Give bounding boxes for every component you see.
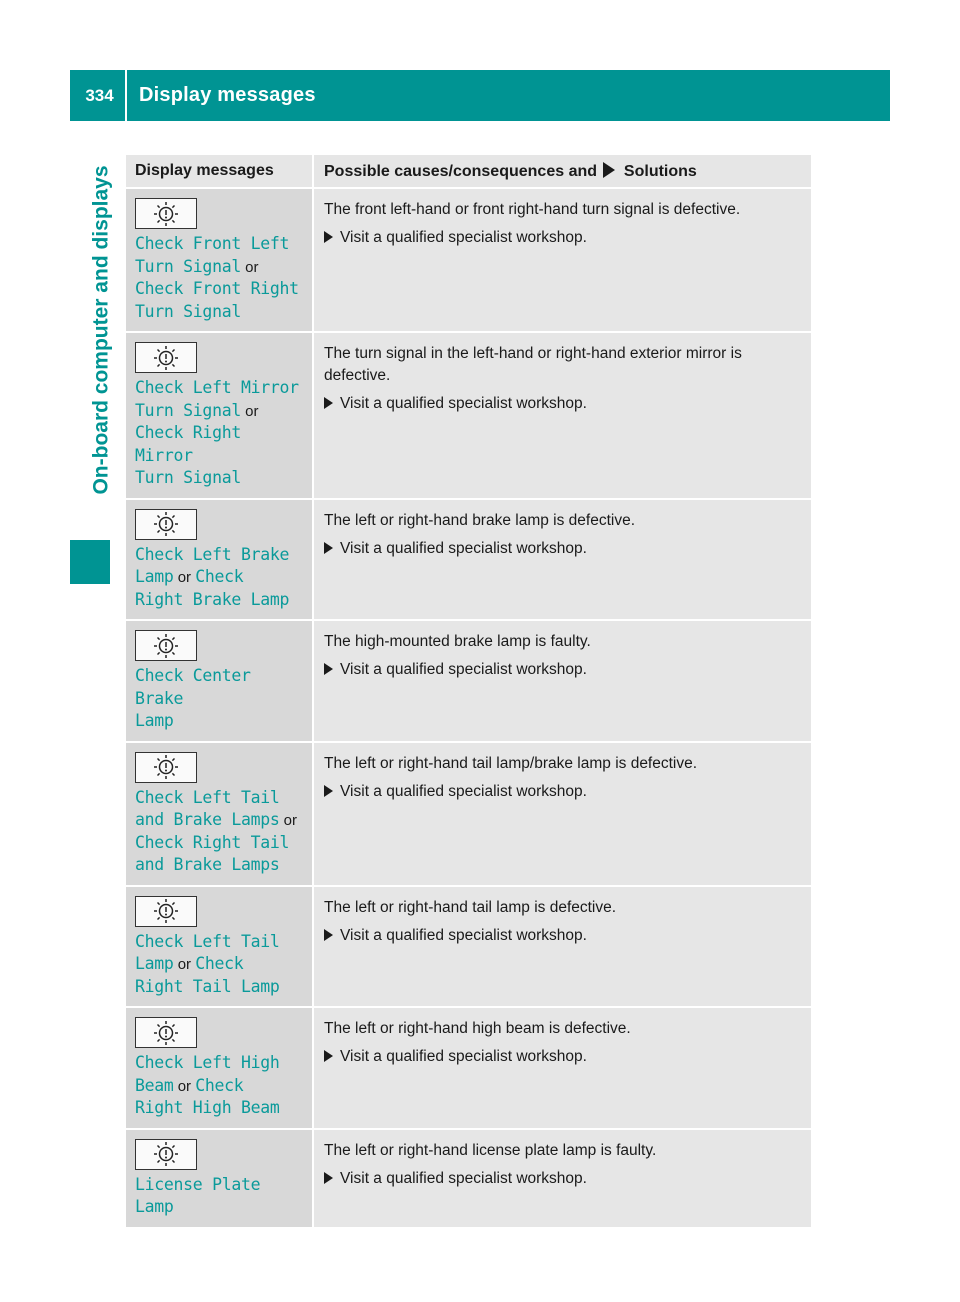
display-message-cell	[126, 189, 314, 333]
header-bar	[70, 70, 890, 121]
display-message-line	[135, 400, 304, 423]
table-row	[126, 189, 811, 333]
column-header-causes-prefix: Possible causes/consequences and	[324, 162, 598, 180]
display-message-line	[135, 233, 304, 256]
display-message-line	[135, 1075, 304, 1098]
or-connector: or	[173, 1077, 196, 1095]
display-message-cell	[126, 1008, 314, 1130]
action-arrow-icon	[324, 227, 340, 249]
or-connector: or	[279, 812, 298, 829]
side-tab-label-wrap	[87, 120, 117, 540]
display-message-text: Check Front Right	[135, 279, 299, 298]
display-message-text: Check Left High	[135, 1053, 280, 1072]
table-row	[126, 1008, 811, 1130]
lamp-warning-icon	[135, 342, 197, 373]
display-message-cell	[126, 887, 314, 1009]
cause-text: The left or right-hand tail lamp is defective.	[324, 898, 617, 916]
table-body	[126, 189, 811, 1229]
display-message-line	[135, 809, 304, 832]
cause-solution-cell	[314, 1008, 811, 1130]
table-header-row	[126, 155, 811, 189]
display-message-cell	[126, 743, 314, 887]
page-title: Display messages	[139, 84, 316, 106]
display-message-text: Right Brake Lamp	[135, 589, 290, 609]
solution-step	[324, 538, 801, 560]
action-arrow-icon	[324, 925, 340, 947]
display-message-line	[135, 832, 304, 855]
column-header-causes	[314, 155, 811, 189]
display-message-line	[135, 377, 304, 400]
display-message-line	[135, 931, 304, 954]
display-message-text: Lamp	[135, 711, 174, 730]
action-arrow-icon	[324, 393, 340, 415]
display-message-text: Beam	[135, 1075, 174, 1095]
display-message-text: License Plate Lamp	[135, 1174, 261, 1216]
display-message-text: Right High Beam	[135, 1098, 280, 1117]
solution-text: Visit a qualified specialist workshop.	[340, 661, 587, 678]
display-message-line	[135, 566, 304, 589]
solution-text: Visit a qualified specialist workshop.	[340, 1169, 587, 1187]
display-messages-table	[126, 155, 811, 1229]
solution-step	[324, 393, 801, 415]
cause-text: The left or right-hand high beam is defective.	[324, 1020, 631, 1037]
cause-solution-cell	[314, 887, 811, 1009]
lamp-warning-icon	[135, 896, 197, 927]
display-message-line	[135, 256, 304, 279]
display-message-text: Lamp	[135, 954, 174, 973]
display-message-line	[135, 278, 304, 301]
display-message-line	[135, 787, 304, 810]
page-number: 334	[70, 70, 127, 121]
solution-text: Visit a qualified specialist workshop.	[340, 229, 587, 246]
cause-solution-cell	[314, 333, 811, 500]
display-message-line	[135, 854, 304, 877]
column-header-display-messages: Display messages	[126, 155, 314, 189]
display-message-line	[135, 710, 304, 733]
lamp-warning-icon	[135, 1017, 197, 1048]
action-arrow-icon	[324, 781, 340, 803]
display-message-text: Check Right Tail	[135, 832, 290, 852]
action-arrow-icon	[324, 1046, 340, 1068]
solution-text: Visit a qualified specialist workshop.	[340, 539, 587, 557]
display-message-text: and Brake Lamps	[135, 855, 280, 874]
side-tab-label: On-board computer and displays	[90, 165, 113, 495]
solution-step	[324, 1168, 801, 1190]
display-message-cell	[126, 500, 314, 622]
display-message-text: Lamp	[135, 567, 174, 586]
display-message-line	[135, 953, 304, 976]
cause-text: The high-mounted brake lamp is faulty.	[324, 633, 591, 650]
table-row	[126, 887, 811, 1009]
cause-solution-cell	[314, 1130, 811, 1229]
cause-solution-cell	[314, 500, 811, 622]
display-message-text: and Brake Lamps	[135, 810, 280, 829]
display-message-text: Turn Signal	[135, 301, 241, 321]
action-arrow-icon	[603, 162, 615, 178]
cause-text: The left or right-hand brake lamp is defective.	[324, 511, 636, 529]
column-header-solutions: Solutions	[623, 162, 697, 180]
display-message-text: Check Front Left	[135, 234, 290, 253]
lamp-warning-icon	[135, 630, 197, 661]
or-connector: or	[173, 956, 196, 973]
display-message-text: Turn Signal	[135, 468, 241, 487]
display-message-line	[135, 422, 304, 467]
display-message-line	[135, 467, 304, 490]
action-arrow-icon	[324, 659, 340, 681]
display-message-cell	[126, 621, 314, 743]
display-message-text: Check	[195, 1075, 244, 1095]
cause-text: The front left-hand or front right-hand turn signal is defective.	[324, 201, 741, 218]
display-message-line	[135, 589, 304, 612]
display-message-text: Check Left Mirror	[135, 378, 299, 397]
table-row	[126, 1130, 811, 1229]
solution-step	[324, 925, 801, 947]
solution-text: Visit a qualified specialist workshop.	[340, 926, 587, 944]
display-message-line	[135, 1174, 304, 1219]
display-message-text: Check Right Mirror	[135, 423, 241, 465]
table-row	[126, 743, 811, 887]
lamp-warning-icon	[135, 752, 197, 783]
action-arrow-icon	[324, 538, 340, 560]
solution-step	[324, 659, 801, 681]
table-row	[126, 333, 811, 500]
display-message-text: Check Left Tail	[135, 931, 280, 951]
solution-text: Visit a qualified specialist workshop.	[340, 782, 587, 800]
cause-text: The turn signal in the left-hand or right-hand exterior mirror is defective.	[324, 345, 742, 384]
cause-solution-cell	[314, 743, 811, 887]
display-message-text: Check	[195, 567, 244, 586]
solution-step	[324, 1046, 801, 1068]
solution-text: Visit a qualified specialist workshop.	[340, 1048, 587, 1065]
solution-step	[324, 781, 801, 803]
lamp-warning-icon	[135, 509, 197, 540]
display-message-text: Check Left Tail	[135, 787, 280, 807]
cause-solution-cell	[314, 189, 811, 333]
display-message-text: Check Left Brake	[135, 544, 290, 564]
lamp-warning-icon	[135, 198, 197, 229]
display-message-text: Turn Signal	[135, 256, 241, 276]
side-tab-marker	[70, 540, 110, 584]
table-row	[126, 500, 811, 622]
display-message-cell	[126, 1130, 314, 1229]
display-message-line	[135, 1097, 304, 1120]
display-message-line	[135, 544, 304, 567]
or-connector: or	[240, 402, 259, 420]
solution-text: Visit a qualified specialist workshop.	[340, 395, 587, 412]
display-message-text: Check Center Brake	[135, 666, 251, 708]
display-message-text: Check	[195, 954, 244, 973]
display-message-text: Turn Signal	[135, 400, 241, 420]
display-message-line	[135, 1052, 304, 1075]
action-arrow-icon	[324, 1168, 340, 1190]
solution-step	[324, 227, 801, 249]
display-message-cell	[126, 333, 314, 500]
or-connector: or	[240, 258, 259, 276]
cause-text: The left or right-hand license plate lamp is faulty.	[324, 1141, 657, 1159]
display-message-line	[135, 976, 304, 999]
or-connector: or	[173, 569, 196, 586]
display-message-text: Right Tail Lamp	[135, 976, 280, 996]
lamp-warning-icon	[135, 1139, 197, 1170]
display-message-line	[135, 665, 304, 710]
cause-solution-cell	[314, 621, 811, 743]
table-row	[126, 621, 811, 743]
cause-text: The left or right-hand tail lamp/brake lamp is defective.	[324, 754, 698, 772]
display-message-line	[135, 301, 304, 324]
